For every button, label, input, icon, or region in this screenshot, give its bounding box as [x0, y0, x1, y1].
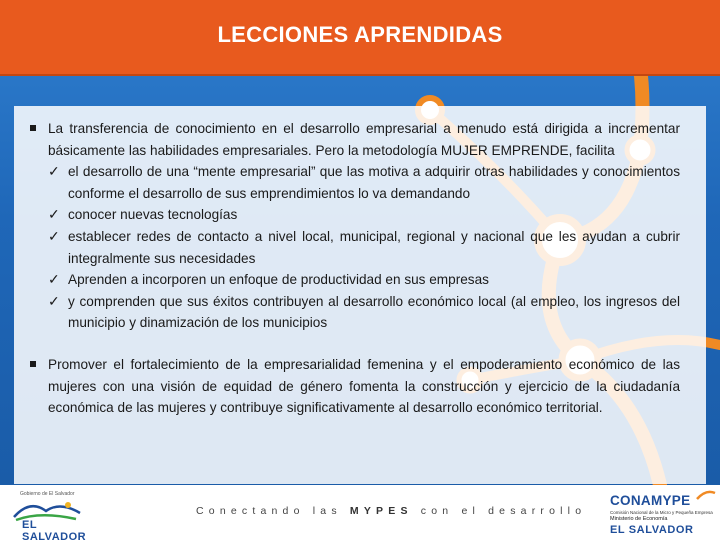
checklist-item — [30, 204, 680, 226]
gov-caption: Gobierno de El Salvador — [20, 491, 75, 497]
checkmark-icon: ✓ — [48, 292, 60, 309]
el-salvador-government-logo — [10, 489, 90, 540]
slogan-part-2: con el desarrollo — [420, 505, 587, 517]
checklist-item — [30, 269, 680, 291]
slogan-part-1: Conectando las — [196, 505, 342, 517]
checklist-item-text: conocer nuevas tecnologías — [68, 207, 238, 223]
checklist-item-text: Aprenden a incorporen un enfoque de productividad en sus empresas — [68, 272, 489, 288]
slide-title: LECCIONES APRENDIDAS — [217, 22, 503, 47]
bullet-item — [30, 118, 680, 161]
conamype-logo — [600, 485, 715, 540]
ministry-name: Ministerio de Economía — [610, 516, 668, 522]
title-bar — [0, 0, 720, 76]
slide-body — [30, 118, 680, 419]
checklist-item — [30, 161, 680, 204]
checklist-item-text: el desarrollo de una “mente empresarial” que las motiva a adquirir otras habilidades y conocimientos conforme el desarrollo de sus emprendimientos lo va demandando — [68, 164, 680, 201]
footer — [0, 485, 720, 540]
checkmark-list — [30, 161, 680, 334]
slogan-strong: MYPES — [349, 505, 413, 517]
bullet-text: Promover el fortalecimiento de la empresarialidad femenina y el empoderamiento económico de las mujeres con una visión de equidad de género fomenta la construcción y ejercicio de la ciudadanía económica de las mujeres y contribuye significativamente al desarrollo económico territorial. — [48, 356, 680, 416]
org-name: CONAMYPE — [610, 493, 691, 508]
checklist-item-text: y comprenden que sus éxitos contribuyen al desarrollo económico local (al empleo, los ingresos del municipio y dinamización de los municipios — [68, 293, 680, 331]
checklist-item — [30, 226, 680, 269]
checklist-item — [30, 291, 680, 334]
bullet-text: La transferencia de conocimiento en el desarrollo empresarial a menudo está dirigida a incrementar básicamente las habilidades empresariales. Pero la metodología MUJER EMPRENDE, facilita — [48, 121, 680, 158]
country-name: EL SALVADOR — [610, 524, 694, 536]
checklist-item-text: establecer redes de contacto a nivel local, municipal, regional y nacional que les ayudan a cubrir integralmente sus necesidades — [68, 228, 680, 266]
checkmark-icon: ✓ — [48, 163, 60, 180]
swoosh-icon — [696, 489, 716, 501]
square-bullet-icon — [30, 361, 36, 367]
square-bullet-icon — [30, 125, 36, 131]
checkmark-icon: ✓ — [48, 206, 60, 223]
bullet-item — [30, 354, 680, 419]
checkmark-icon: ✓ — [48, 271, 60, 288]
footer-slogan — [196, 505, 586, 517]
gov-name: EL SALVADOR — [22, 519, 87, 540]
checkmark-icon: ✓ — [48, 227, 60, 244]
org-full-name: Comisión Nacional de la Micro y Pequeña Empresa — [610, 510, 713, 515]
